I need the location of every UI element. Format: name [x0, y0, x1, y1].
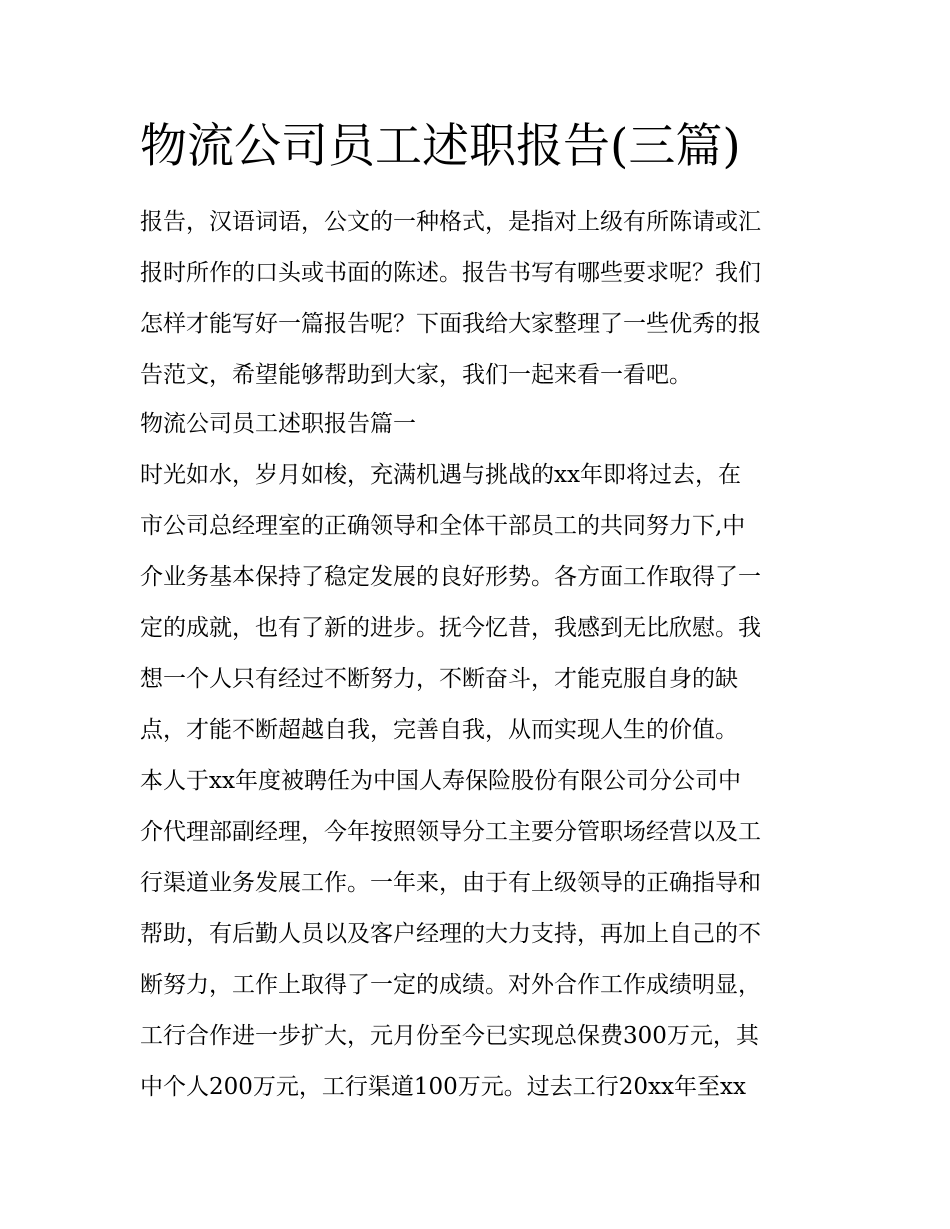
- body-line-10: 帮助，有后勤人员以及客户经理的大力支持，再加上自己的不: [140, 921, 761, 947]
- body-line-13: 中个人200万元，工行渠道100万元。过去工行20xx年至xx: [140, 1074, 746, 1100]
- body-line-2: 市公司总经理室的正确领导和全体干部员工的共同努力下,中: [140, 513, 746, 539]
- body-line-4: 定的成就，也有了新的进步。抚今忆昔，我感到无比欣慰。我: [140, 615, 761, 641]
- document-title: 物流公司员工述职报告(三篇): [140, 119, 741, 174]
- intro-line-1: 报告，汉语词语，公文的一种格式，是指对上级有所陈请或汇: [140, 209, 761, 235]
- body-line-8: 介代理部副经理，今年按照领导分工主要分管职场经营以及工: [140, 819, 761, 845]
- body-line-12: 工行合作进一步扩大，元月份至今已实现总保费300万元，其: [140, 1023, 759, 1049]
- body-line-9: 行渠道业务发展工作。一年来，由于有上级领导的正确指导和: [140, 870, 761, 896]
- body-line-3: 介业务基本保持了稳定发展的良好形势。各方面工作取得了一: [140, 564, 761, 590]
- body-line-1: 时光如水，岁月如梭，充满机遇与挑战的xx年即将过去，在: [140, 462, 741, 488]
- body-line-11: 断努力，工作上取得了一定的成绩。对外合作工作成绩明显，: [140, 972, 761, 998]
- intro-line-4: 告范文，希望能够帮助到大家，我们一起来看一看吧。: [140, 362, 692, 388]
- body-line-6: 点，才能不断超越自我，完善自我，从而实现人生的价值。: [140, 717, 738, 743]
- body-line-5: 想一个人只有经过不断努力，不断奋斗，才能克服自身的缺: [140, 666, 738, 692]
- intro-line-2: 报时所作的口头或书面的陈述。报告书写有哪些要求呢？我们: [140, 260, 761, 286]
- body-line-7: 本人于xx年度被聘任为中国人寿保险股份有限公司分公司中: [140, 768, 741, 794]
- intro-line-3: 怎样才能写好一篇报告呢？下面我给大家整理了一些优秀的报: [140, 311, 761, 337]
- section-heading: 物流公司员工述职报告篇一: [140, 411, 416, 437]
